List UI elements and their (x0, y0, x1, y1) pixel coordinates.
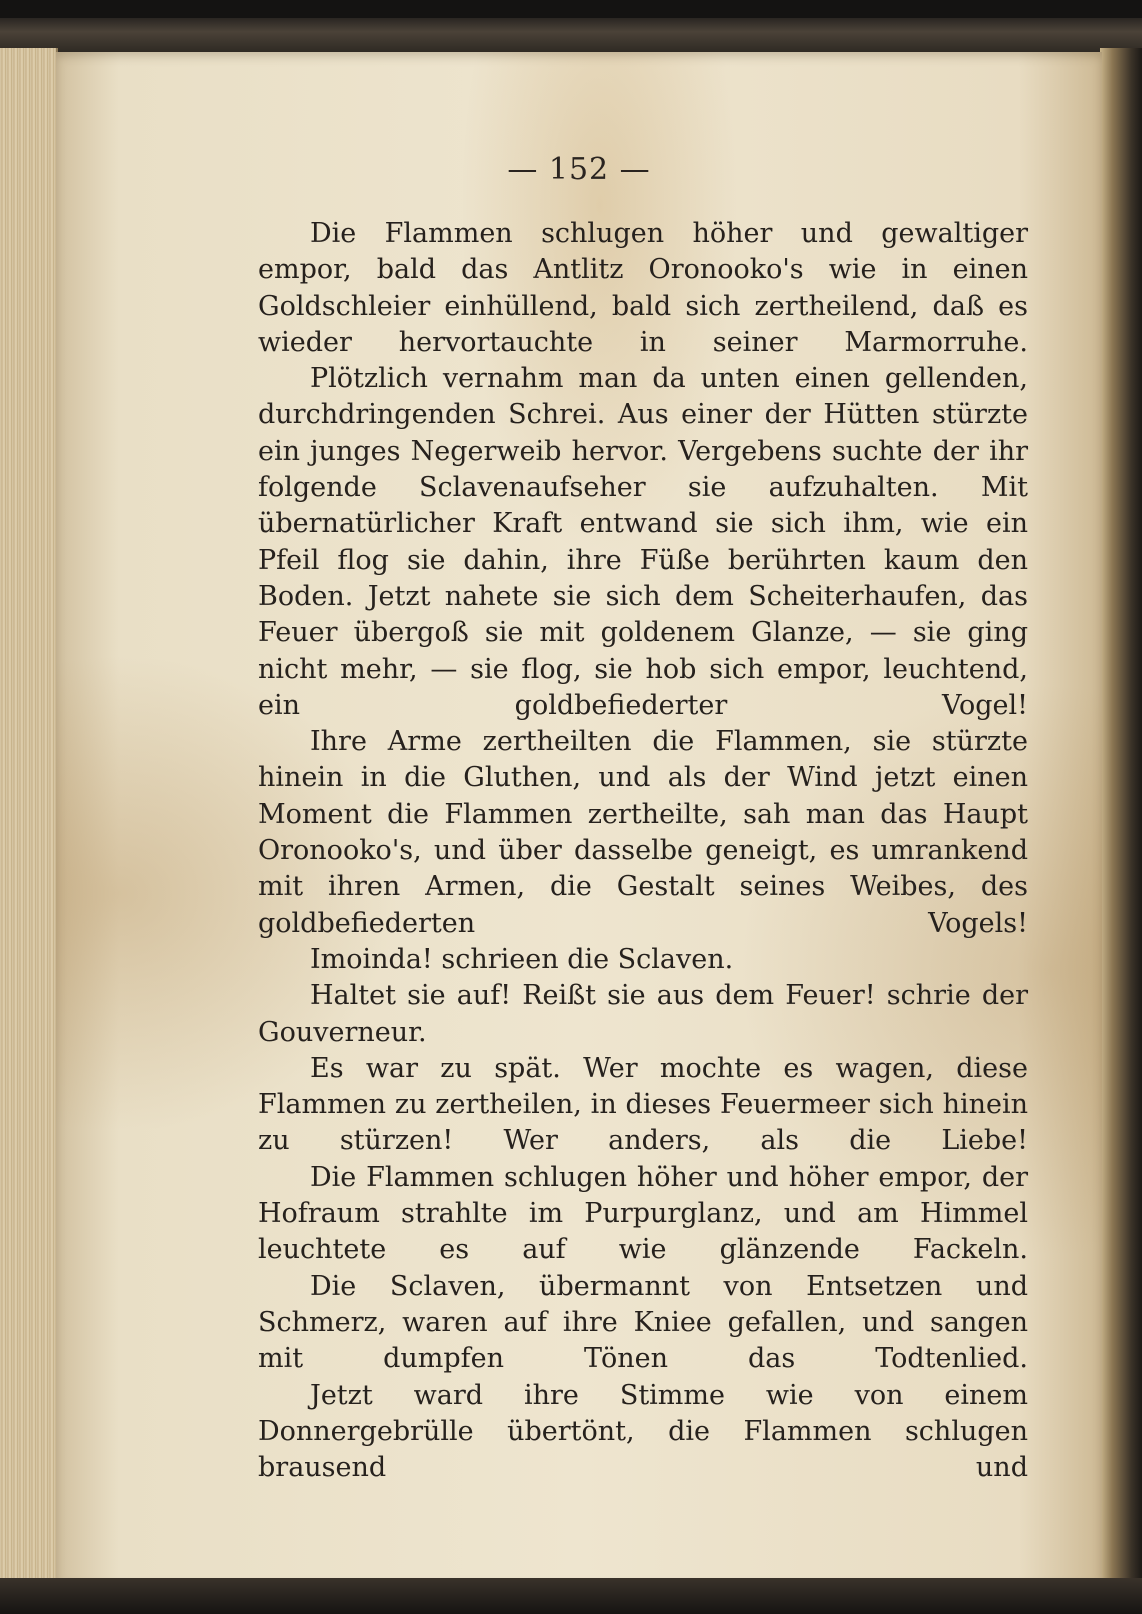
book-page (56, 52, 1102, 1582)
paragraph: Ihre Arme zertheilten die Flammen, sie stürzte hinein in die Gluthen, und als der Wind jetzt einen Moment die Flammen zertheilte, sah man das Haupt Oronooko's, und über dasselbe geneigt, es umrankend mit ihren Armen, die Gestalt seines Weibes, des goldbefiederten Vogels! (258, 726, 1028, 939)
paragraph: Imoinda! schrieen die Sclaven. (310, 943, 734, 975)
paragraph: Jetzt ward ihre Stimme wie von einem Donnergebrülle übertönt, die Flammen schlugen brausend und (258, 1379, 1028, 1484)
paragraph: Die Flammen schlugen höher und gewaltiger empor, bald das Antlitz Oronooko's wie in einen Goldschleier einhüllend, bald sich zertheilend, daß es wieder hervortauchte in seiner Marmorruhe. (258, 218, 1028, 358)
book-bottom-edge (0, 1578, 1142, 1614)
paragraph: Es war zu spät. Wer mochte es wagen, diese Flammen zu zertheilen, in dieses Feuermeer sich hinein zu stürzen! Wer anders, als die Liebe! (258, 1052, 1028, 1157)
page-stack-right (1100, 48, 1142, 1580)
page-text (258, 216, 1028, 1486)
paragraph: Plötzlich vernahm man da unten einen gellenden, durchdringenden Schrei. Aus einer der Hütten stürzte ein junges Negerweib hervor. Vergebens suchte der ihr folgende Sclavenaufseher sie aufzuhalten. Mit übernatürlicher Kraft entwand sie sich ihm, wie ein Pfeil flog sie dahin, ihre Füße berührten kaum den Boden. Jetzt nahete sie sich dem Scheiterhaufen, das Feuer übergoß sie mit goldenem Glanze, — sie ging nicht mehr, — sie flog, sie hob sich empor, leuchtend, ein goldbefiederter Vogel! (258, 363, 1028, 721)
paragraph: Die Sclaven, übermannt von Entsetzen und Schmerz, waren auf ihre Kniee gefallen, und sangen mit dumpfen Tönen das Todtenlied. (258, 1270, 1028, 1375)
page-number: — 152 — (507, 152, 651, 187)
paragraph: Die Flammen schlugen höher und höher empor, der Hofraum strahlte im Purpurglanz, und am Himmel leuchtete es auf wie glänzende Fackeln. (258, 1161, 1028, 1266)
book-top-edge (0, 18, 1142, 52)
page-stack-left (0, 48, 58, 1580)
paragraph: Haltet sie auf! Reißt sie aus dem Feuer! schrie der Gouverneur. (258, 980, 1028, 1048)
